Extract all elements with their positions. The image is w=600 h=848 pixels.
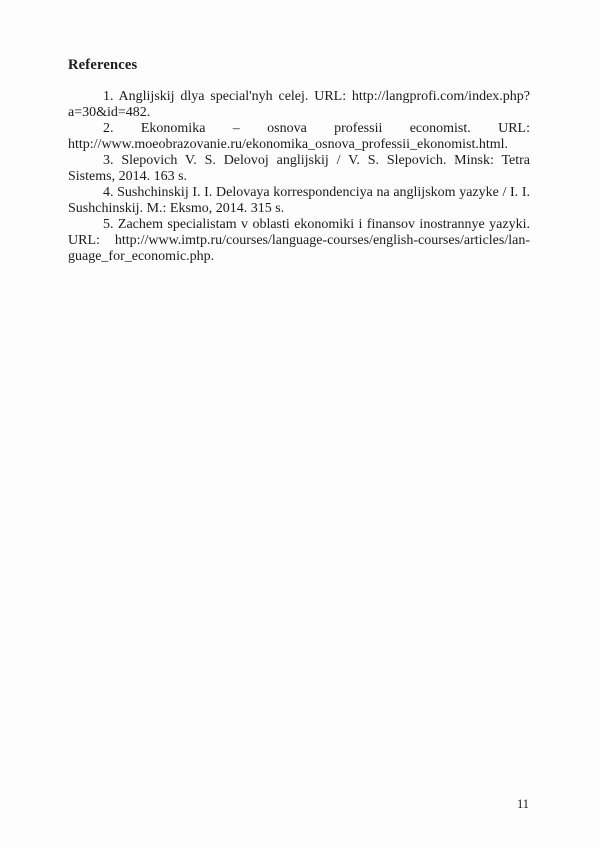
page-number: 11 [516, 797, 529, 811]
reference-item-2: 2. Ekonomika – osnova professii economist. URL: http://www.moeobrazovanie.ru/ekonomika_osnova_professii_ekonomist.html. [68, 121, 530, 152]
reference-item-5: 5. Zachem specialistam v oblasti ekonomiki i finansov inostrannye yazyki. URL: http://www.imtp.ru/courses/language-courses/english-courses/articles/lan-guage_for_economic.php. [68, 217, 530, 264]
references-list [68, 89, 530, 265]
reference-item-1: 1. Anglijskij dlya special'nyh celej. URL: http://langprofi.com/index.php?a=30&id=482. [68, 89, 530, 120]
reference-item-4: 4. Sushchinskij I. I. Delovaya korrespondenciya na anglijskom yazyke / I. I. Sushchinskij. M.: Eksmo, 2014. 315 s. [68, 185, 530, 216]
references-heading: References [68, 57, 138, 73]
reference-item-3: 3. Slepovich V. S. Delovoj anglijskij / V. S. Slepovich. Minsk: Tetra Sistems, 2014. 163 s. [68, 153, 530, 184]
